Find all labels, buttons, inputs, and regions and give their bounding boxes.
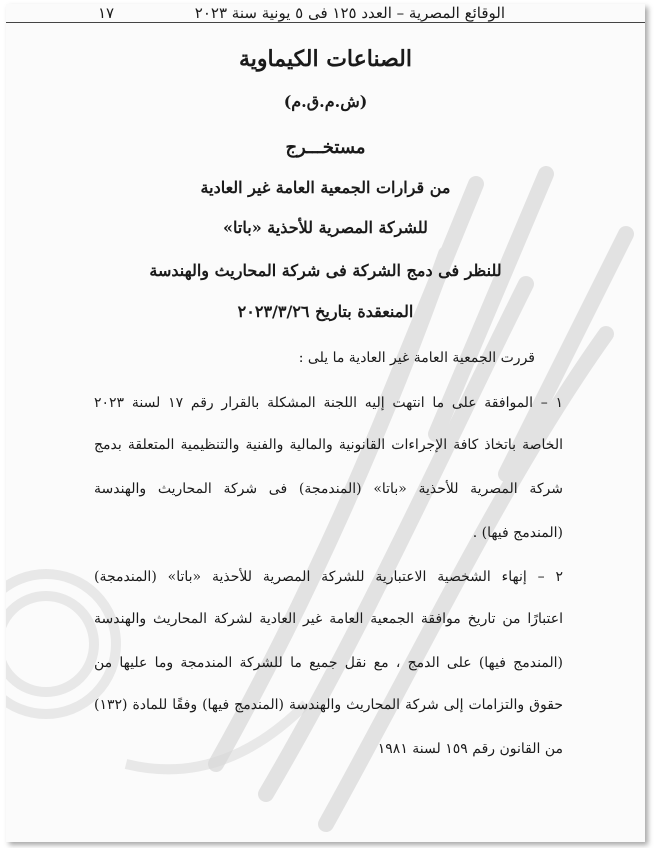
document-type: مستخـــرج: [285, 137, 366, 158]
body-line: شركة المصرية للأحذية «باتا» (المندمجة) فى شركة المحاريث والهندسة: [94, 481, 563, 497]
header-title: الوقائع المصرية – العدد ١٢٥ فى ٥ يونية سنة ٢٠٢٣: [194, 4, 505, 22]
body-line: ٢ – إنهاء الشخصية الاعتبارية للشركة المصرية للأحذية «باتا» (المندمجة): [94, 569, 563, 585]
body-line: ١ – الموافقة على ما انتهت إليه اللجنة المشكلة بالقرار رقم ١٧ لسنة ٢٠٢٣: [94, 395, 564, 411]
company-abbreviation: (ش.م.ق.م): [283, 92, 368, 111]
body-line: (المندمج فيها) على الدمج ، مع نقل جميع ما للشركة المندمجة وما عليها من: [94, 655, 563, 671]
running-header: [6, 4, 645, 23]
page-number: ١٧: [98, 4, 115, 22]
body-line: الخاصة باتخاذ كافة الإجراءات القانونية والمالية والفنية والتنظيمية المتعلقة بدمج: [94, 437, 563, 453]
document-page: [6, 4, 645, 842]
company-name: الصناعات الكيماوية: [238, 46, 412, 72]
watermark-seal: [6, 4, 645, 842]
subject-line-3: للنظر فى دمج الشركة فى شركة المحاريث والهندسة: [149, 261, 502, 280]
body-line: من القانون رقم ١٥٩ لسنة ١٩٨١: [377, 741, 563, 757]
subject-line-1: من قرارات الجمعية العامة غير العادية: [200, 178, 451, 197]
body-line: (المندمج فيها) .: [472, 525, 563, 541]
body-line: اعتبارًا من تاريخ موافقة الجمعية العامة غير العادية لشركة المحاريث والهندسة: [94, 611, 563, 627]
meeting-date: المنعقدة بتاريخ ٢٠٢٣/٣/٢٦: [237, 302, 414, 321]
subject-line-2: للشركة المصرية للأحذية «باتا»: [223, 218, 428, 237]
intro-text: قررت الجمعية العامة غير العادية ما يلى :: [298, 350, 535, 366]
body-line: حقوق والتزامات إلى شركة المحاريث والهندسة (المندمج فيها) وفقًا للمادة (١٣٢): [94, 697, 563, 713]
